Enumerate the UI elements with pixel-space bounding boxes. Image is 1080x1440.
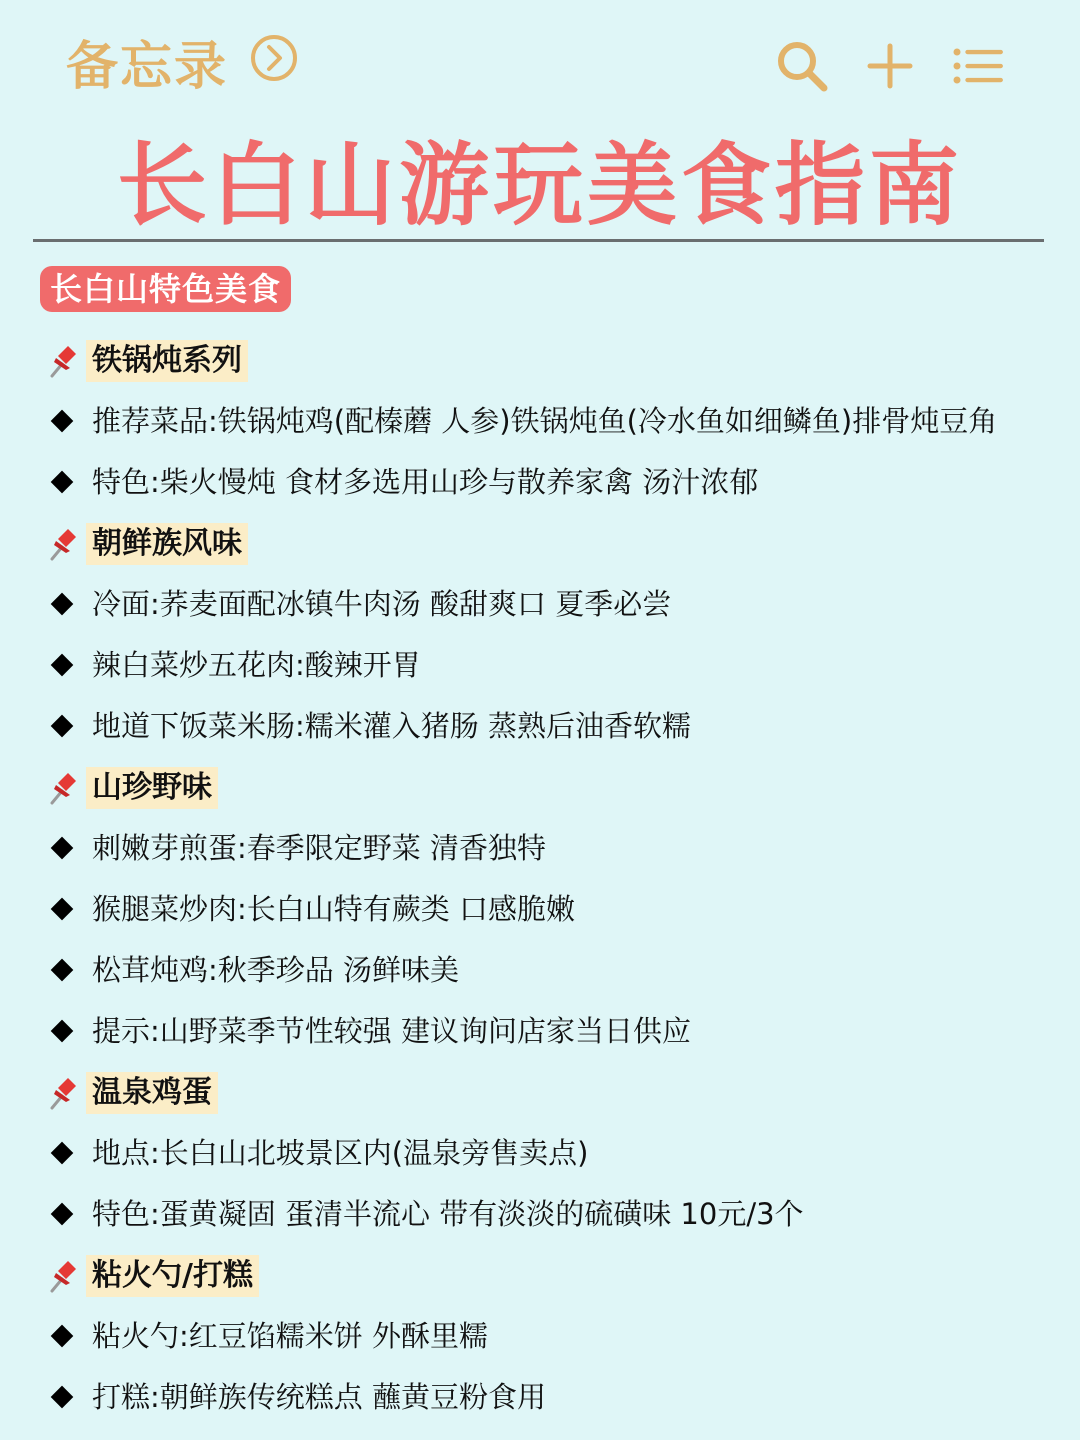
page-title: 长白山游玩美食指南 [117,133,963,238]
list-item-text: 松茸炖鸡:秋季珍品 汤鲜味美 [92,953,459,987]
heading-label: 铁锅炖系列 [86,340,248,382]
bullet-diamond-icon [51,593,74,616]
list-item [0,1186,1080,1247]
section-tag: 长白山特色美食 [40,266,291,312]
list-item-text: 刺嫩芽煎蛋:春季限定野菜 清香独特 [92,831,546,865]
list-item [0,1308,1080,1369]
bullet-diamond-icon [51,1325,74,1348]
heading-label: 粘火勺/打糕 [86,1255,259,1297]
pushpin-icon [46,525,80,563]
pushpin-icon [46,769,80,807]
list-item-text: 辣白菜炒五花肉:酸辣开胃 [92,648,421,682]
list-item-text: 特色:蛋黄凝固 蛋清半流心 带有淡淡的硫磺味 10元/3个 [92,1197,804,1231]
app-title[interactable]: 备忘录 [66,37,229,97]
heading-label: 山珍野味 [86,767,218,809]
section-heading [0,332,1080,393]
list-item [0,1369,1080,1430]
list-item-text: 冷面:荞麦面配冰镇牛肉汤 酸甜爽口 夏季必尝 [92,587,672,621]
list-icon[interactable] [950,38,1006,94]
note-content [0,332,1080,1430]
list-item-text: 提示:山野菜季节性较强 建议询问店家当日供应 [92,1014,691,1048]
list-item [0,881,1080,942]
bullet-diamond-icon [51,959,74,982]
search-icon[interactable] [774,38,830,94]
list-item-text: 地点:长白山北坡景区内(温泉旁售卖点) [92,1136,589,1170]
pushpin-icon [46,342,80,380]
bullet-diamond-icon [51,410,74,433]
list-item-text: 特色:柴火慢炖 食材多选用山珍与散养家禽 汤汁浓郁 [92,465,759,499]
list-item [0,637,1080,698]
list-item [0,820,1080,881]
chevron-right-icon[interactable] [250,34,298,82]
bullet-diamond-icon [51,1203,74,1226]
heading-label: 温泉鸡蛋 [86,1072,218,1114]
list-item [0,454,1080,515]
plus-icon[interactable] [862,38,918,94]
section-heading [0,1064,1080,1125]
top-bar [0,0,1080,110]
list-item-text: 猴腿菜炒肉:长白山特有蕨类 口感脆嫩 [92,892,575,926]
bullet-diamond-icon [51,471,74,494]
pushpin-icon [46,1257,80,1295]
list-item-text: 推荐菜品:铁锅炖鸡(配榛蘑 人参)铁锅炖鱼(冷水鱼如细鳞鱼)排骨炖豆角 [92,404,998,438]
list-item [0,698,1080,759]
heading-label: 朝鲜族风味 [86,523,248,565]
bullet-diamond-icon [51,715,74,738]
divider [33,239,1044,242]
bullet-diamond-icon [51,898,74,921]
list-item [0,1003,1080,1064]
bullet-diamond-icon [51,1020,74,1043]
section-heading [0,759,1080,820]
bullet-diamond-icon [51,654,74,677]
list-item [0,393,1080,454]
pushpin-icon [46,1074,80,1112]
list-item [0,1125,1080,1186]
bullet-diamond-icon [51,1386,74,1409]
section-heading [0,1247,1080,1308]
list-item [0,576,1080,637]
list-item-text: 打糕:朝鲜族传统糕点 蘸黄豆粉食用 [92,1380,546,1414]
bullet-diamond-icon [51,837,74,860]
list-item [0,942,1080,1003]
list-item-text: 粘火勺:红豆馅糯米饼 外酥里糯 [92,1319,488,1353]
section-heading [0,515,1080,576]
list-item-text: 地道下饭菜米肠:糯米灌入猪肠 蒸熟后油香软糯 [92,709,691,743]
bullet-diamond-icon [51,1142,74,1165]
